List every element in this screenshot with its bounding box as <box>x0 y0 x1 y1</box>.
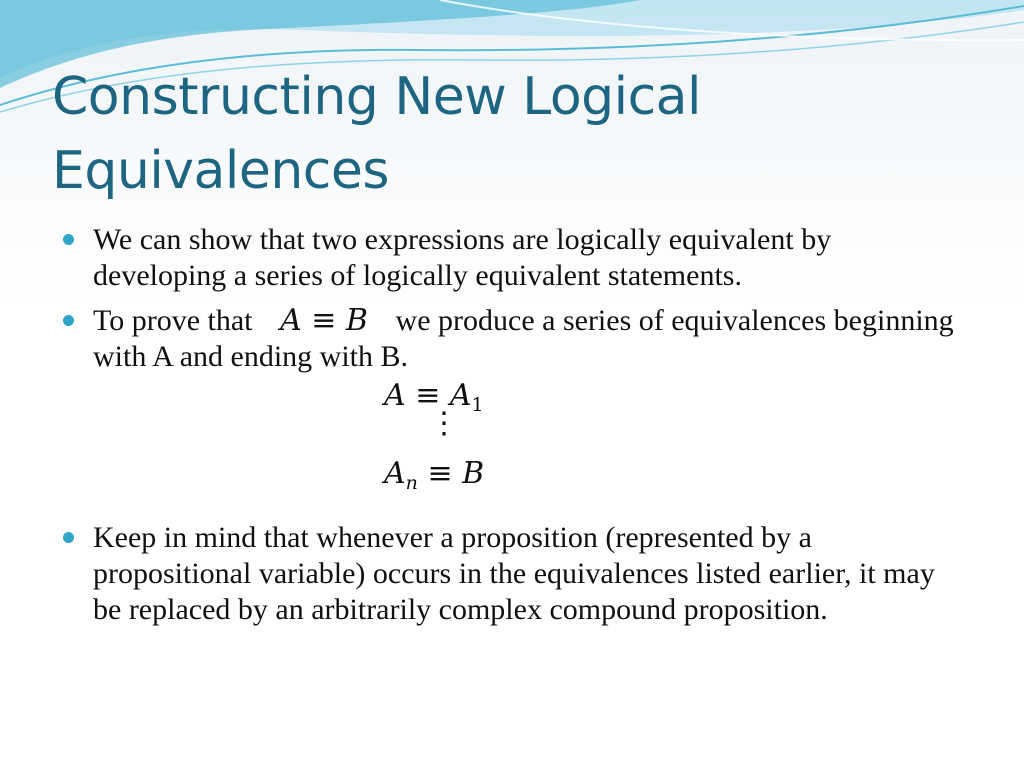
bullet-item <box>60 303 970 375</box>
equivalence-chain <box>384 378 604 498</box>
chain-first-expr: A ≡ A <box>384 378 472 413</box>
chain-last-subscript: n <box>405 472 418 494</box>
bullet-text: We can show that two expressions are logically equivalent by developing a series of logically equivalent statements. <box>93 223 832 292</box>
chain-first-subscript: 1 <box>471 394 484 416</box>
bullet-dot-icon <box>63 315 74 326</box>
chain-last-var: A <box>384 456 406 491</box>
bullet-list <box>60 222 970 384</box>
bullet-dot-icon <box>63 234 74 245</box>
bullet-item <box>60 222 970 294</box>
slide-title: Constructing New Logical Equivalences <box>52 67 701 201</box>
bullet-text-after: we produce a series of equivalences beginning with A and ending with B. <box>93 304 954 373</box>
bullet-text: Keep in mind that whenever a proposition (represented by a propositional variable) occurs in the equivalences listed earlier, it may be replaced by an arbitrarily complex compound proposition. <box>93 521 935 626</box>
vertical-dots: ⋮ <box>429 406 459 441</box>
bullet-text-before: To prove that <box>93 304 253 337</box>
bullet-dot-icon <box>63 532 74 543</box>
inline-equation: A ≡ B <box>280 303 368 338</box>
bullet-list-continued <box>60 520 970 637</box>
chain-last-line <box>384 456 484 494</box>
chain-last-expr: ≡ B <box>417 456 485 491</box>
bullet-item <box>60 520 970 628</box>
